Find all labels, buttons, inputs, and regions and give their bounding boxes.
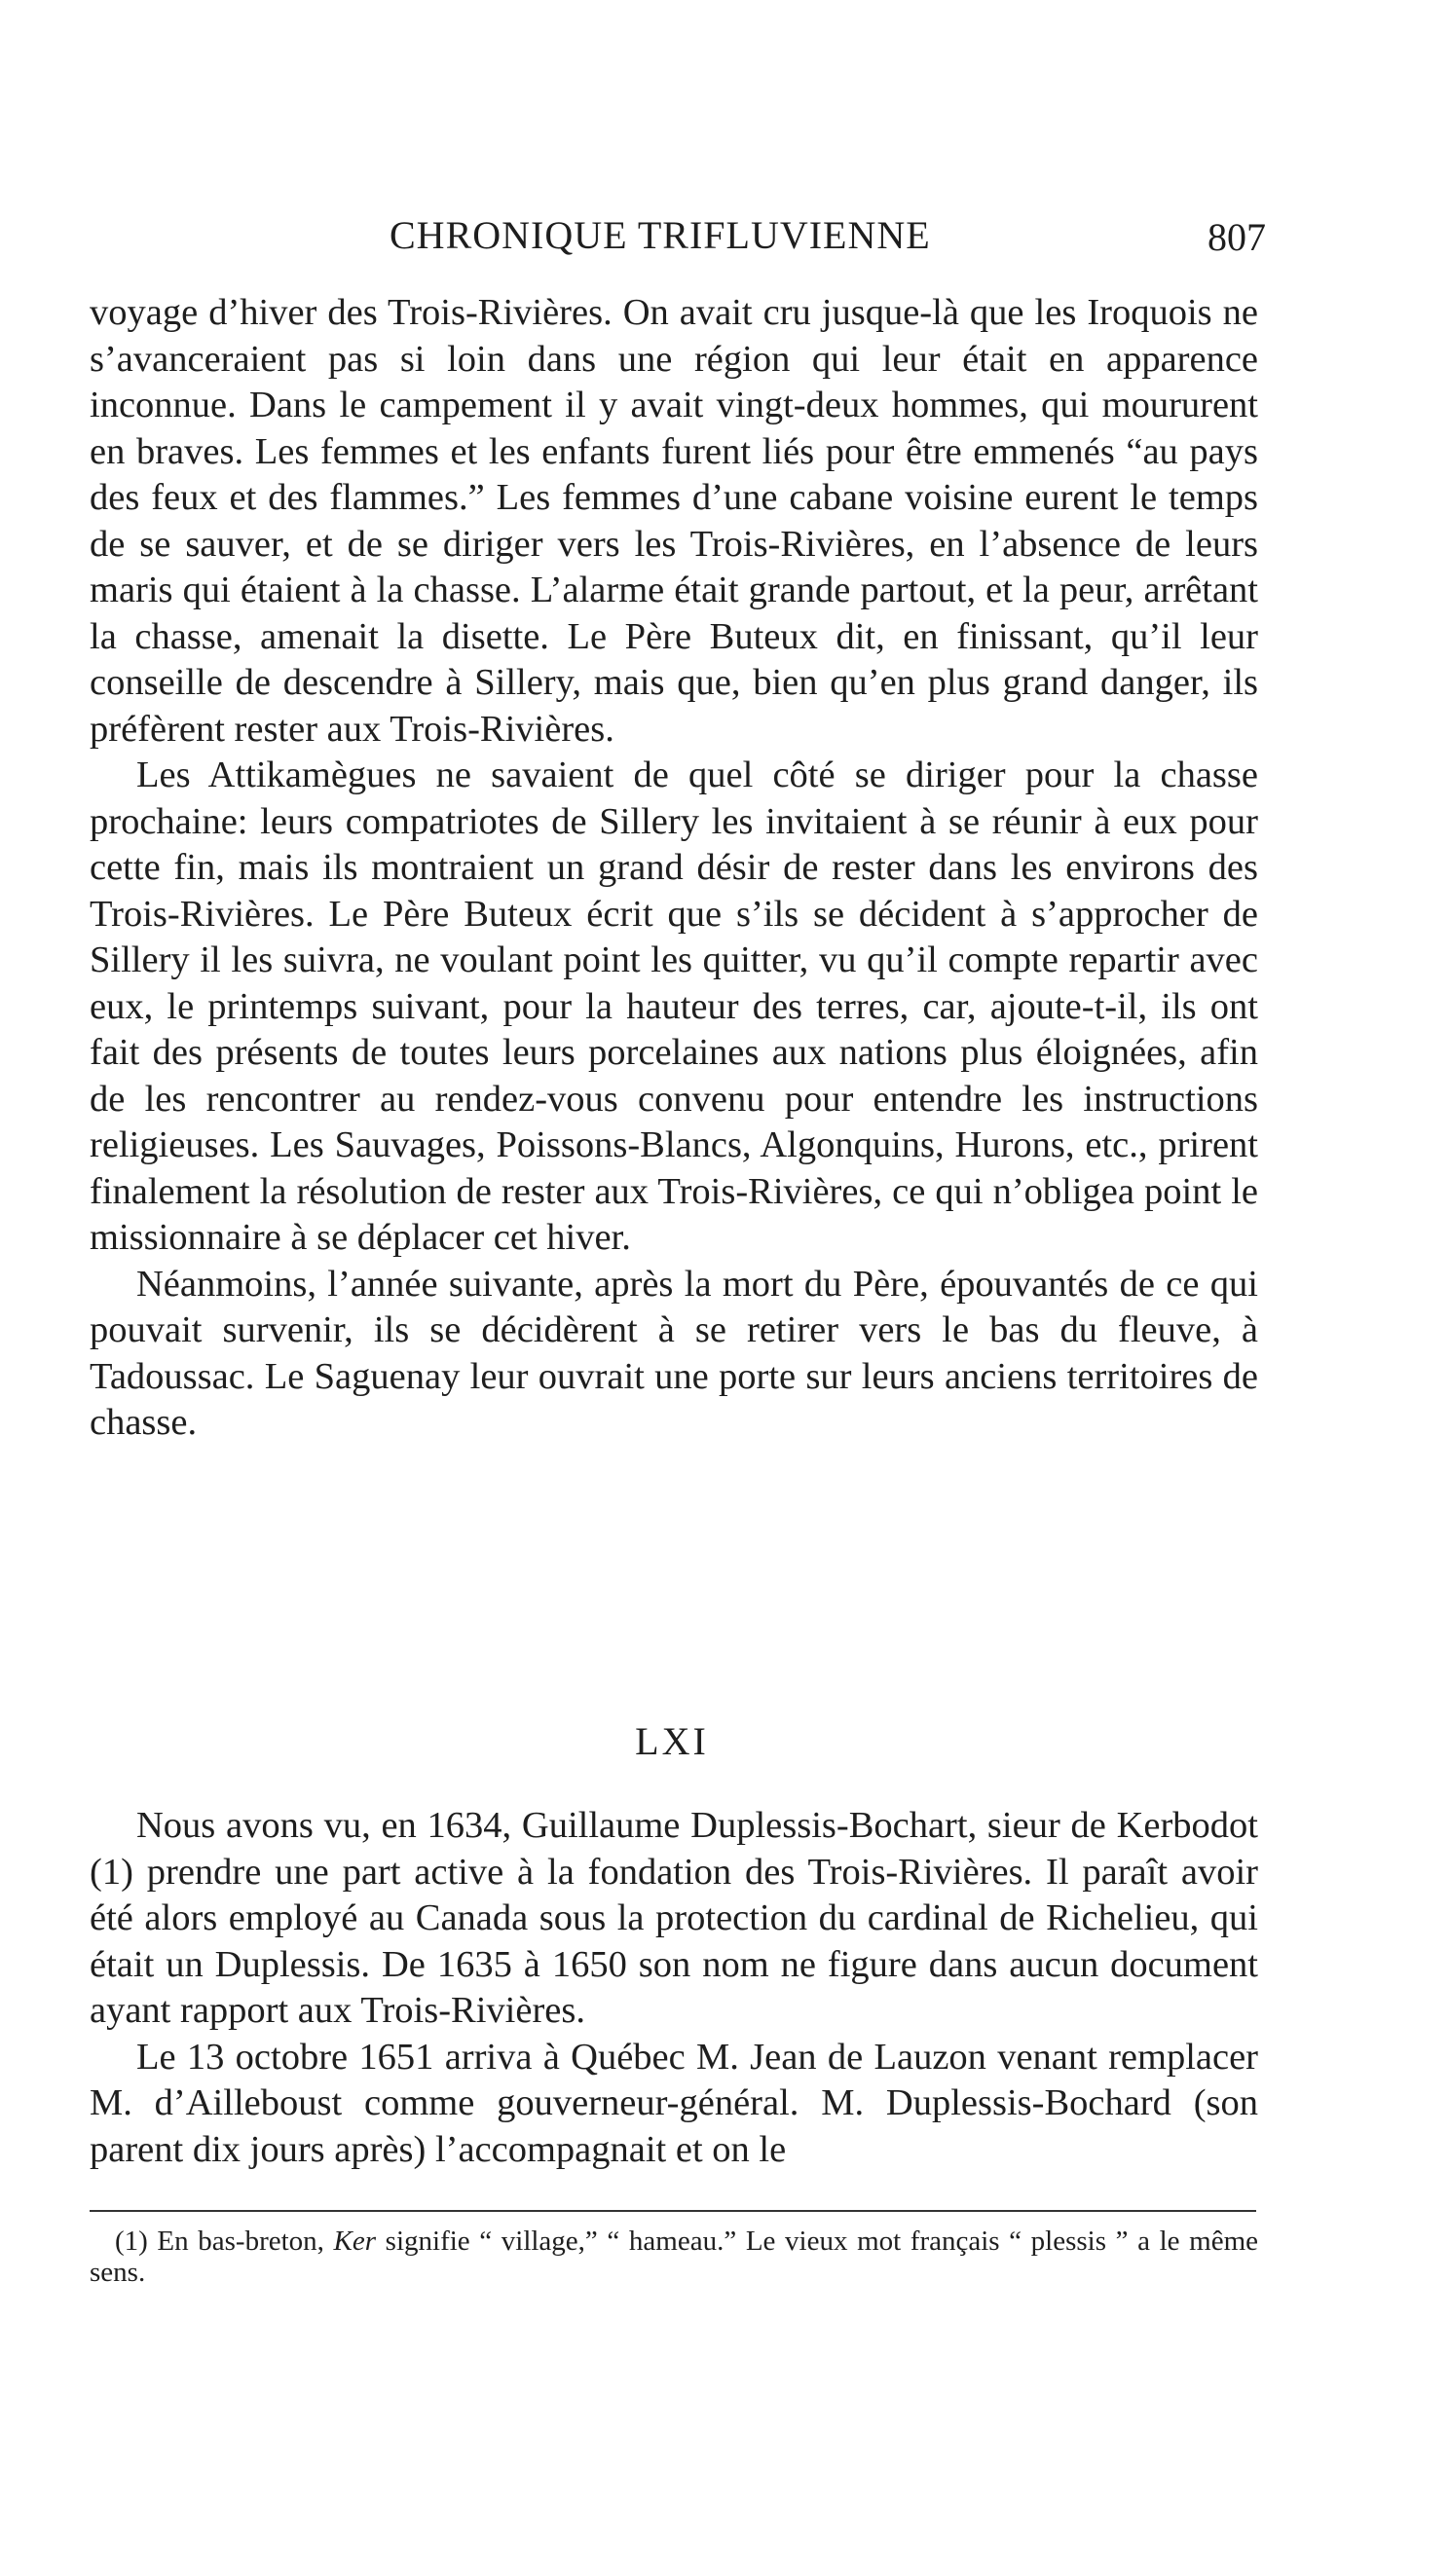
- page-number: 807: [1208, 215, 1266, 259]
- paragraph: Le 13 octobre 1651 arriva à Québec M. Jean de Lauzon venant remplacer M. d’Ailleboust comme gouverneur-général. M. Duplessis-Bochard (son parent dix jours après) l’accompagnait et on le: [90, 2036, 1258, 2170]
- chapter-title: CHRONIQUE TRIFLUVIENNE: [390, 213, 931, 257]
- body-text-lower: [90, 1803, 1258, 2173]
- paragraph: Néanmoins, l’année suivante, après la mort du Père, épouvantés de ce qui pouvait survenir, ils se décidèrent à se retirer vers le bas du fleuve, à Tadoussac. Le Saguenay leur ouvrait une porte sur leurs anciens territoires de chasse.: [90, 1263, 1258, 1443]
- paragraph: voyage d’hiver des Trois-Rivières. On avait cru jusque-là que les Iroquois ne s’avanceraient pas si loin dans une région qui leur était en apparence inconnue. Dans le campement il y avait vingt-deux hommes, qui moururent en braves. Les femmes et les enfants furent liés pour être emmenés “au pays des feux et des flammes.” Les femmes d’une cabane voisine eurent le temps de se sauver, et de se diriger vers les Trois-Rivières, en l’absence de leurs maris qui étaient à la chasse. L’alarme était grande partout, et la peur, arrêtant la chasse, amenait la disette. Le Père Buteux dit, en finissant, qu’il leur conseille de descendre à Sillery, mais que, bien qu’en plus grand danger, ils préfèrent rester aux Trois-Rivières.: [90, 292, 1258, 750]
- footnote-text: signifie “ village,” “ hameau.” Le vieux mot français “ plessis ” a le même sens.: [90, 2226, 1259, 2288]
- section-heading: LXI: [635, 1719, 709, 1763]
- footnote-term: Ker: [333, 2226, 377, 2257]
- footnote-divider: [90, 2210, 1256, 2212]
- footnote-marker: (1) En bas-breton,: [115, 2226, 324, 2257]
- running-head: [88, 212, 1266, 271]
- footnote: [90, 2226, 1258, 2288]
- body-text-upper: [90, 290, 1258, 1447]
- paragraph: Les Attikamègues ne savaient de quel côté se diriger pour la chasse prochaine: leurs compatriotes de Sillery les invitaient à se réunir à eux pour cette fin, mais ils montraient un grand désir de rester dans les environs des Trois-Rivières. Le Père Buteux écrit que s’ils se décident à s’approcher de Sillery il les suivra, ne voulant point les quitter, vu qu’il compte repartir avec eux, le printemps suivant, pour la hauteur des terres, car, ajoute-t-il, ils ont fait des présents de toutes leurs porcelaines aux nations plus éloignées, afin de les rencontrer au rendez-vous convenu pour entendre les instructions religieuses. Les Sauvages, Poissons-Blancs, Algonquins, Hurons, etc., prirent finalement la résolution de rester aux Trois-Rivières, ce qui n’obligea point le missionnaire à se déplacer cet hiver.: [90, 754, 1258, 1258]
- paragraph: Nous avons vu, en 1634, Guillaume Duplessis-Bochart, sieur de Kerbodot (1) prendre une part active à la fondation des Trois-Rivières. Il paraît avoir été alors employé au Canada sous la protection du cardinal de Richelieu, qui était un Duplessis. De 1635 à 1650 son nom ne figure dans aucun document ayant rapport aux Trois-Rivières.: [90, 1805, 1258, 2031]
